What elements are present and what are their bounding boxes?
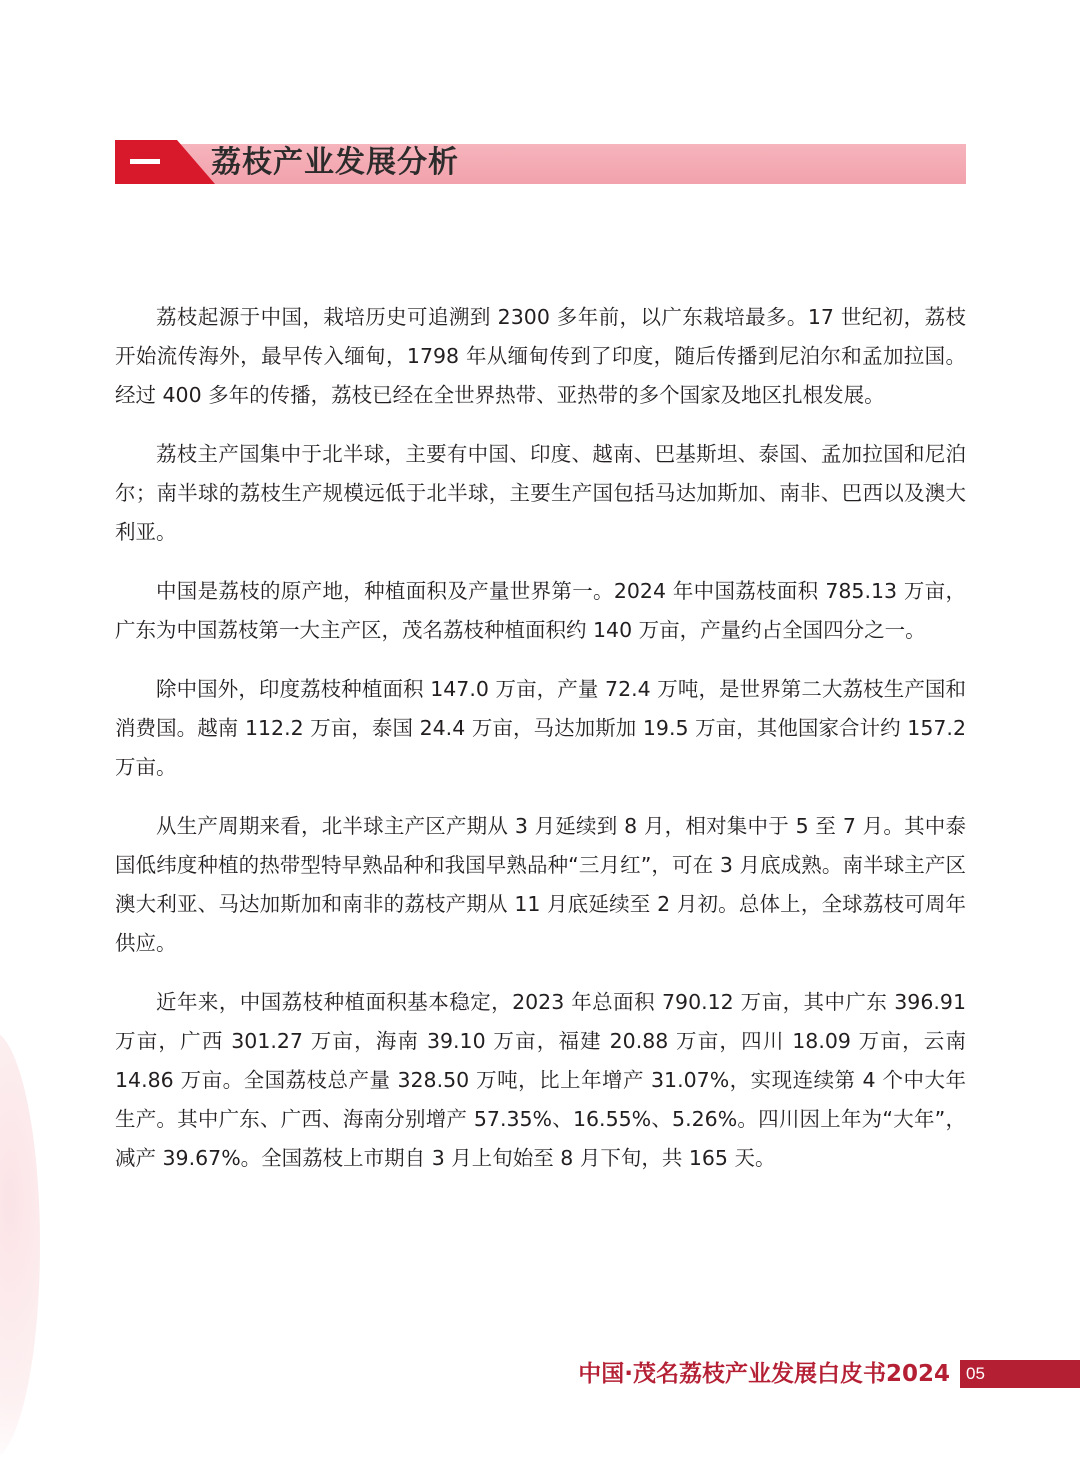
paragraph: 荔枝主产国集中于北半球，主要有中国、印度、越南、巴基斯坦、泰国、孟加拉国和尼泊尔；南半球的荔枝生产规模远低于北半球，主要生产国包括马达加斯加、南非、巴西以及澳大利亚。: [115, 442, 966, 544]
section-title: 荔枝产业发展分析: [211, 145, 459, 180]
section-header: [115, 140, 966, 184]
paragraph: 除中国外，印度荔枝种植面积 147.0 万亩，产量 72.4 万吨，是世界第二大荔枝生产国和消费国。越南 112.2 万亩，泰国 24.4 万亩，马达加斯加 19.5 万亩，其他国家合计约 157.2 万亩。: [115, 677, 966, 779]
page-footer: [0, 1356, 1080, 1392]
page-number: 05: [966, 1364, 985, 1383]
paragraph: 中国是荔枝的原产地，种植面积及产量世界第一。2024 年中国荔枝面积 785.13 万亩，广东为中国荔枝第一大主产区，茂名荔枝种植面积约 140 万亩，产量约占全国四分之一。: [115, 579, 966, 642]
publication-title: 中国·茂名荔枝产业发展白皮书2024: [578, 1361, 950, 1387]
paragraph: 近年来，中国荔枝种植面积基本稳定，2023 年总面积 790.12 万亩，其中广东 396.91 万亩，广西 301.27 万亩，海南 39.10 万亩，福建 20.88 万亩，四川 18.09 万亩，云南 14.86 万亩。全国荔枝总产量 328.50 万吨，比上年增产 31.07%，实现连续第 4 个中大年生产。其中广东、广西、海南分别增产 57.35%、16.55%、5.26%。四川因上年为“大年”，减产 39.67%。全国荔枝上市期自 3 月上旬始至 8 月下旬，共 165 天。: [115, 990, 966, 1170]
paragraph: 荔枝起源于中国，栽培历史可追溯到 2300 多年前，以广东栽培最多。17 世纪初，荔枝开始流传海外，最早传入缅甸，1798 年从缅甸传到了印度，随后传播到尼泊尔和孟加拉国。经过 400 多年的传播，荔枝已经在全世界热带、亚热带的多个国家及地区扎根发展。: [115, 305, 966, 407]
section-number-mark: [130, 159, 160, 164]
paragraph: 从生产周期来看，北半球主产区产期从 3 月延续到 8 月，相对集中于 5 至 7 月。其中泰国低纬度种植的热带型特早熟品种和我国早熟品种“三月红”，可在 3 月底成熟。南半球主产区澳大利亚、马达加斯加和南非的荔枝产期从 11 月底延续至 2 月初。总体上，全球荔枝可周年供应。: [115, 814, 966, 955]
body-text: [115, 298, 966, 1198]
decorative-petal: [0, 1030, 40, 1460]
